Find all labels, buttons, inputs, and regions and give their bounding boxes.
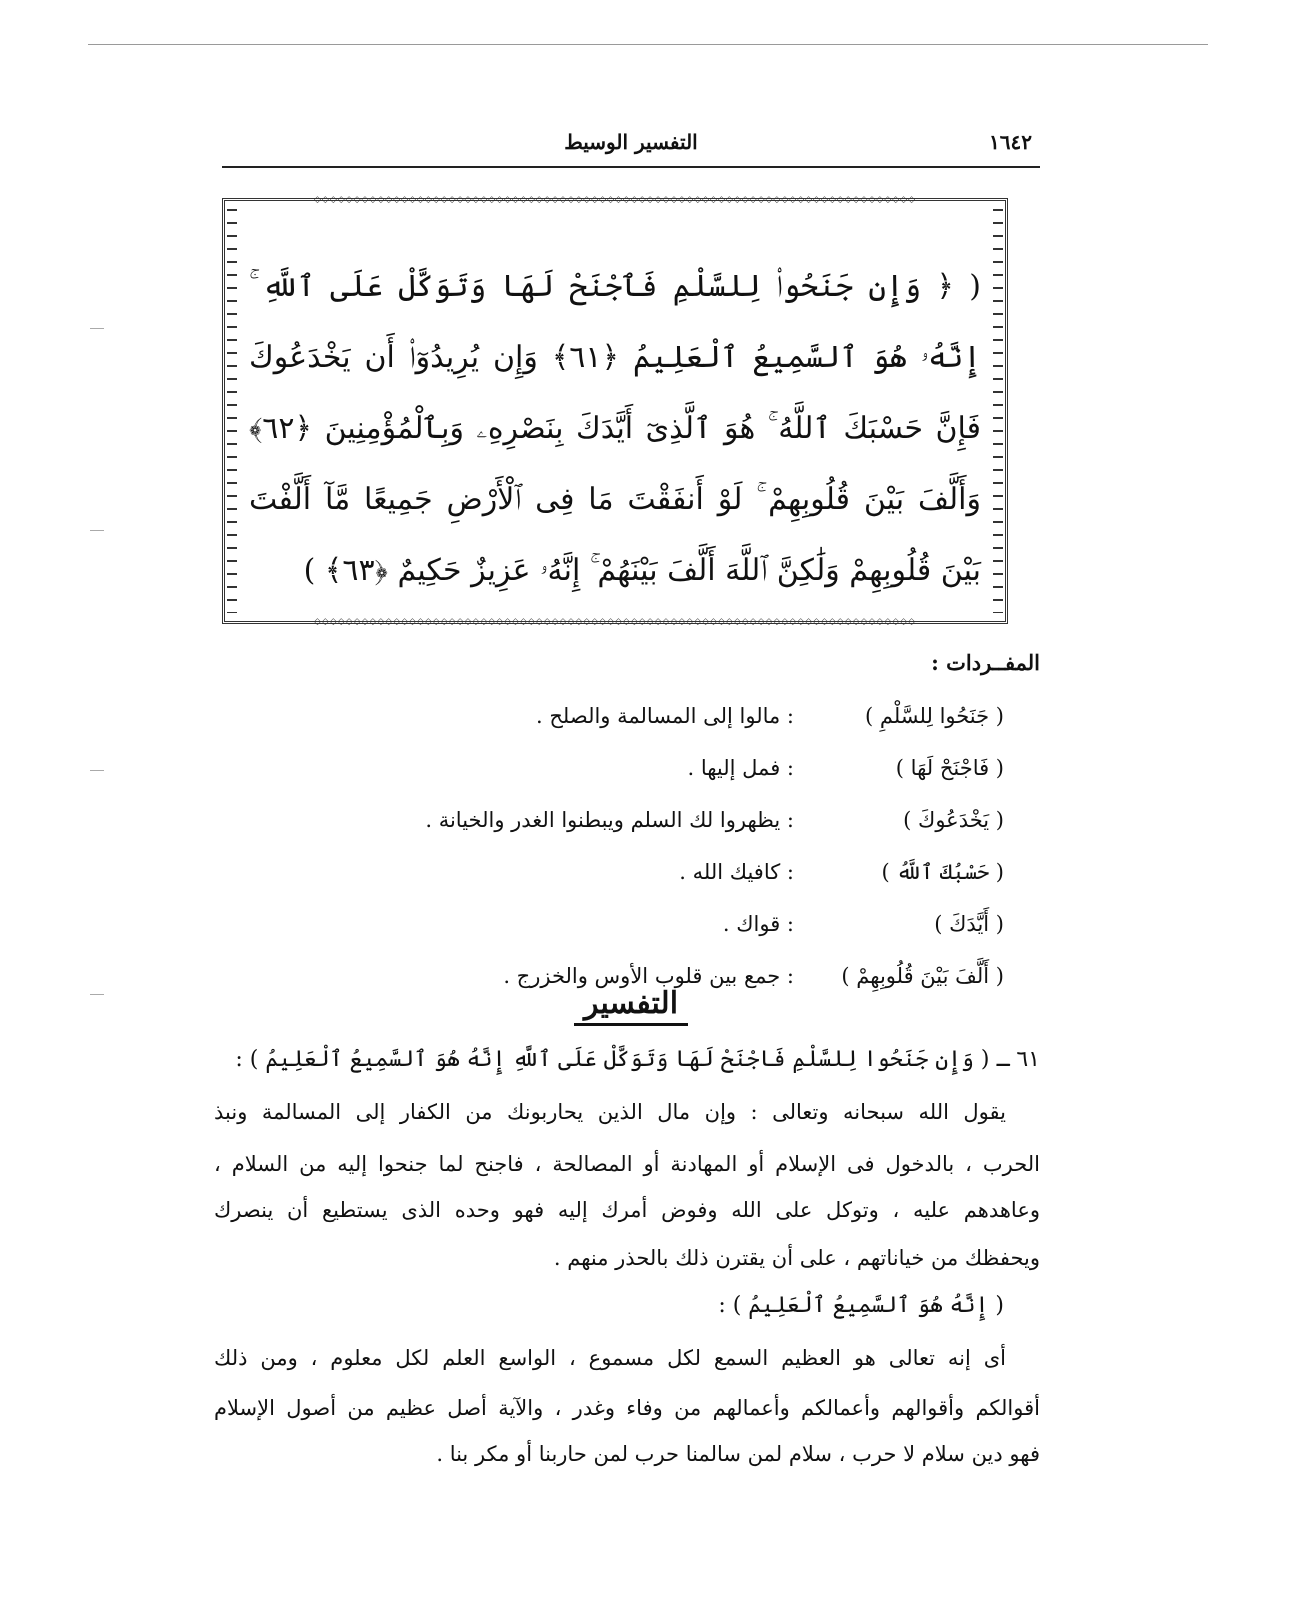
header-rule [222, 166, 1040, 168]
scan-mark [90, 530, 104, 531]
tafsir-paragraph-line: فهو دين سلام لا حرب ، سلام لمن سالمنا حرب لمن حاربنا أو مكر بنا . [436, 1442, 1040, 1466]
scan-mark [90, 328, 104, 329]
vocabulary-definition: : يظهروا لك السلم ويبطنوا الغدر والخيانة . [425, 808, 794, 832]
tafsir-paragraph-line: وعاهدهم عليه ، وتوكل على الله وفوض أمرك إليه فهو وحده الذى يستطيع أن ينصرك [214, 1198, 1040, 1222]
vocabulary-item [304, 898, 1004, 950]
vocabulary-term: ( أَلَّفَ بَيْنَ قُلُوبِهِمْ ) [841, 964, 1004, 988]
vocabulary-term: ( جَنَحُوا لِلسَّلْمِ ) [865, 704, 1004, 728]
scan-line-top [88, 44, 1208, 45]
tafsir-paragraph-line: أقوالكم وأقوالهم وأعمالكم وأعمالهم من وفاء وغدر ، والآية أصل عظيم من أصول الإسلام [214, 1396, 1040, 1420]
quran-verse-text: ( ﴿ وَإِن جَنَحُوا۟ لِلسَّلْمِ فَٱجْنَحْ لَهَا وَتَوَكَّلْ عَلَى ٱللَّهِ ۚ إِنَّهُۥ هُوَ ٱلسَّمِيعُ ٱلْعَلِيمُ ﴿٦١﴾ وَإِن يُرِيدُوٓا۟ أَن يَخْدَعُوكَ فَإِنَّ حَسْبَكَ ٱللَّهُ ۚ هُوَ ٱلَّذِىٓ أَيَّدَكَ بِنَصْرِهِۦ وَبِٱلْمُؤْمِنِينَ ﴿٦٢﴾ وَأَلَّفَ بَيْنَ قُلُوبِهِمْ ۚ لَوْ أَنفَقْتَ مَا فِى ٱلْأَرْضِ جَمِيعًا مَّآ أَلَّفْتَ بَيْنَ قُلُوبِهِمْ وَلَٰكِنَّ ٱللَّهَ أَلَّفَ بَيْنَهُمْ ۚ إِنَّهُۥ عَزِيزٌ حَكِيمٌ ﴿٦٣﴾ ) [249, 269, 981, 588]
vocabulary-item [304, 794, 1004, 846]
tafsir-paragraph-line: أى إنه تعالى هو العظيم السمع لكل مسموع ، الواسع العلم لكل معلوم ، ومن ذلك [214, 1346, 1006, 1370]
tafsir-heading-text: التفسير [574, 986, 688, 1026]
verse-frame [222, 195, 1008, 627]
vocabulary-term: ( فَاجْنَحْ لَهَا ) [895, 756, 1004, 780]
scan-mark [90, 770, 104, 771]
frame-ornament-left [227, 209, 237, 613]
vocabulary-item [304, 742, 1004, 794]
frame-ornament-right [993, 209, 1003, 613]
vocabulary-heading: المفــردات : [931, 650, 1040, 675]
frame-ornament-bottom: ◇◇◇◇◇◇◇◇◇◇◇◇◇◇◇◇◇◇◇◇◇◇◇◇◇◇◇◇◇◇◇◇◇◇◇◇◇◇◇◇◇◇◇◇◇◇◇◇◇◇◇◇◇◇◇◇◇◇◇◇◇◇◇◇◇◇◇◇◇◇◇◇◇◇◇◇ [313, 617, 917, 627]
vocabulary-definition: : قواك . [722, 912, 794, 936]
vocabulary-definition: : فمل إليها . [687, 756, 794, 780]
vocabulary-item [304, 690, 1004, 742]
tafsir-paragraph-line: ويحفظك من خياناتهم ، على أن يقترن ذلك بالحذر منهم . [553, 1246, 1040, 1270]
vocabulary-item [304, 846, 1004, 898]
vocabulary-list [304, 690, 1004, 1002]
vocabulary-term: ( أَيَّدَكَ ) [934, 912, 1004, 936]
frame-ornament-top: ◇◇◇◇◇◇◇◇◇◇◇◇◇◇◇◇◇◇◇◇◇◇◇◇◇◇◇◇◇◇◇◇◇◇◇◇◇◇◇◇◇◇◇◇◇◇◇◇◇◇◇◇◇◇◇◇◇◇◇◇◇◇◇◇◇◇◇◇◇◇◇◇◇◇◇◇ [313, 195, 917, 205]
page-number: ١٦٤٢ [989, 130, 1032, 154]
running-title: التفسير الوسيط [564, 130, 698, 154]
sub-verse-reference: ( إِنَّهُ هُوَ ٱلسَّمِيعُ ٱلْعَلِيمُ ) : [718, 1293, 1004, 1318]
tafsir-paragraph-line: يقول الله سبحانه وتعالى : وإن مال الذين يحاربونك من الكفار إلى المسالمة ونبذ [214, 1100, 1006, 1124]
scan-mark [90, 994, 104, 995]
vocabulary-definition: : كافيك الله . [679, 860, 794, 884]
vocabulary-term: ( حَسْبُكَ ٱللَّهُ ) [881, 860, 1004, 884]
tafsir-paragraph-line: الحرب ، بالدخول فى الإسلام أو المهادنة أو المصالحة ، فاجنح لما جنحوا إليه من السلام ، [214, 1152, 1040, 1176]
vocabulary-term: ( يَخْدَعُوكَ ) [903, 808, 1004, 832]
page-header [222, 130, 1040, 160]
tafsir-heading [222, 986, 1040, 1021]
vocabulary-definition: : جمع بين قلوب الأوس والخزرج . [503, 964, 794, 988]
vocabulary-definition: : مالوا إلى المسالمة والصلح . [536, 704, 794, 728]
verse-61-reference: ٦١ ـ ( وَإِن جَنَحُوا لِلسَّلْمِ فَاجْنَحْ لَهَا وَتَوَكَّلْ عَلَى ٱللَّهِ إِنَّهُ هُوَ ٱلسَّمِيعُ ٱلْعَلِيمُ ) : [235, 1047, 1040, 1072]
